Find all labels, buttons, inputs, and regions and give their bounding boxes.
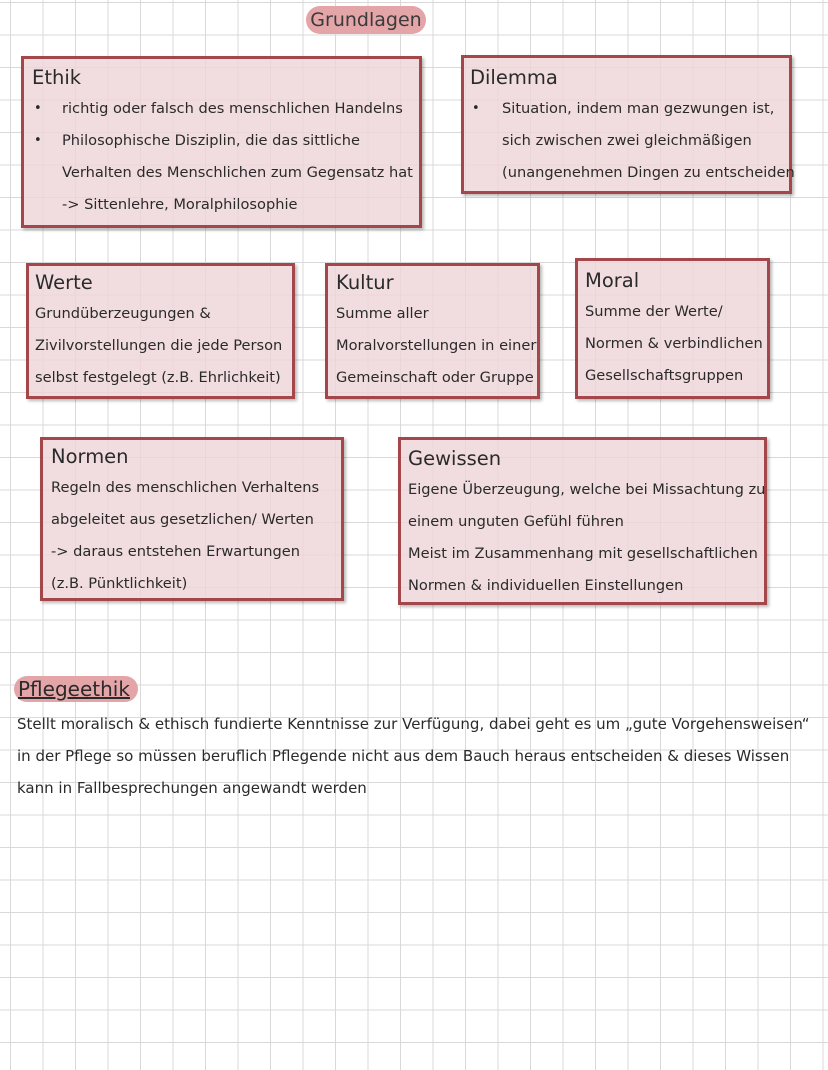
box-title: Gewissen: [408, 447, 502, 470]
section-title-pflegeethik: Pflegeethik: [14, 676, 138, 702]
gewissen-box: [398, 437, 767, 605]
box-text-line: Normen & individuellen Einstellungen: [408, 577, 684, 594]
section-text-pflegeethik: [17, 708, 817, 804]
box-text-line: selbst festgelegt (z.B. Ehrlichkeit): [35, 369, 281, 386]
box-text-line: Meist im Zusammenhang mit gesellschaftlichen: [408, 545, 758, 562]
box-text-line: Grundüberzeugungen &: [35, 305, 211, 322]
box-text-line: Normen & verbindlichen: [585, 335, 763, 352]
list-item: • Situation, indem man gezwungen ist,: [470, 93, 789, 125]
paragraph-line: Stellt moralisch & ethisch fundierte Kenntnisse zur Verfügung, dabei geht es um „gute Vorgehensweisen“: [17, 715, 810, 733]
box-title: Kultur: [336, 271, 394, 294]
box-text-line: -> daraus entstehen Erwartungen: [51, 543, 300, 560]
list-item: • richtig oder falsch des menschlichen Handelns: [32, 93, 419, 125]
page-title: Grundlagen: [306, 6, 426, 34]
kultur-box: [325, 263, 540, 399]
box-text-line: Moralvorstellungen in einer: [336, 337, 537, 354]
box-text-line: Eigene Überzeugung, welche bei Missachtung zu: [408, 481, 766, 498]
list-item-continuation: -> Sittenlehre, Moralphilosophie: [62, 196, 298, 213]
box-text-line: Gemeinschaft oder Gruppe: [336, 369, 534, 386]
box-title: Ethik: [32, 66, 82, 89]
box-title: Werte: [35, 271, 93, 294]
werte-box: [26, 263, 295, 399]
box-text-line: Summe der Werte/: [585, 303, 723, 320]
box-text-line: (z.B. Pünktlichkeit): [51, 575, 188, 592]
normen-box: [40, 437, 344, 601]
dilemma-box: [461, 55, 795, 194]
list-item-continuation: (unangenehmen Dingen zu entscheiden: [502, 164, 795, 181]
list-item: • Philosophische Disziplin, die das sittliche: [32, 125, 419, 157]
box-text-line: Zivilvorstellungen die jede Person: [35, 337, 283, 354]
box-text-line: einem unguten Gefühl führen: [408, 513, 624, 530]
bullet-list: [470, 93, 795, 189]
paragraph-line: in der Pflege so müssen beruflich Pflegende nicht aus dem Bauch heraus entscheiden & dieses Wissen: [17, 747, 790, 765]
box-title: Normen: [51, 445, 129, 468]
moral-box: [575, 258, 770, 399]
box-title: Dilemma: [470, 66, 558, 89]
ethik-box: [21, 56, 422, 228]
list-item-continuation: Verhalten des Menschlichen zum Gegensatz hat: [62, 164, 413, 181]
box-text-line: abgeleitet aus gesetzlichen/ Werten: [51, 511, 314, 528]
paragraph-line: kann in Fallbesprechungen angewandt werden: [17, 779, 367, 797]
box-text-line: Regeln des menschlichen Verhaltens: [51, 479, 320, 496]
list-item-continuation: sich zwischen zwei gleichmäßigen: [502, 132, 752, 149]
bullet-list: [32, 93, 419, 221]
box-text-line: Gesellschaftsgruppen: [585, 367, 744, 384]
box-title: Moral: [585, 269, 640, 292]
box-text-line: Summe aller: [336, 305, 429, 322]
